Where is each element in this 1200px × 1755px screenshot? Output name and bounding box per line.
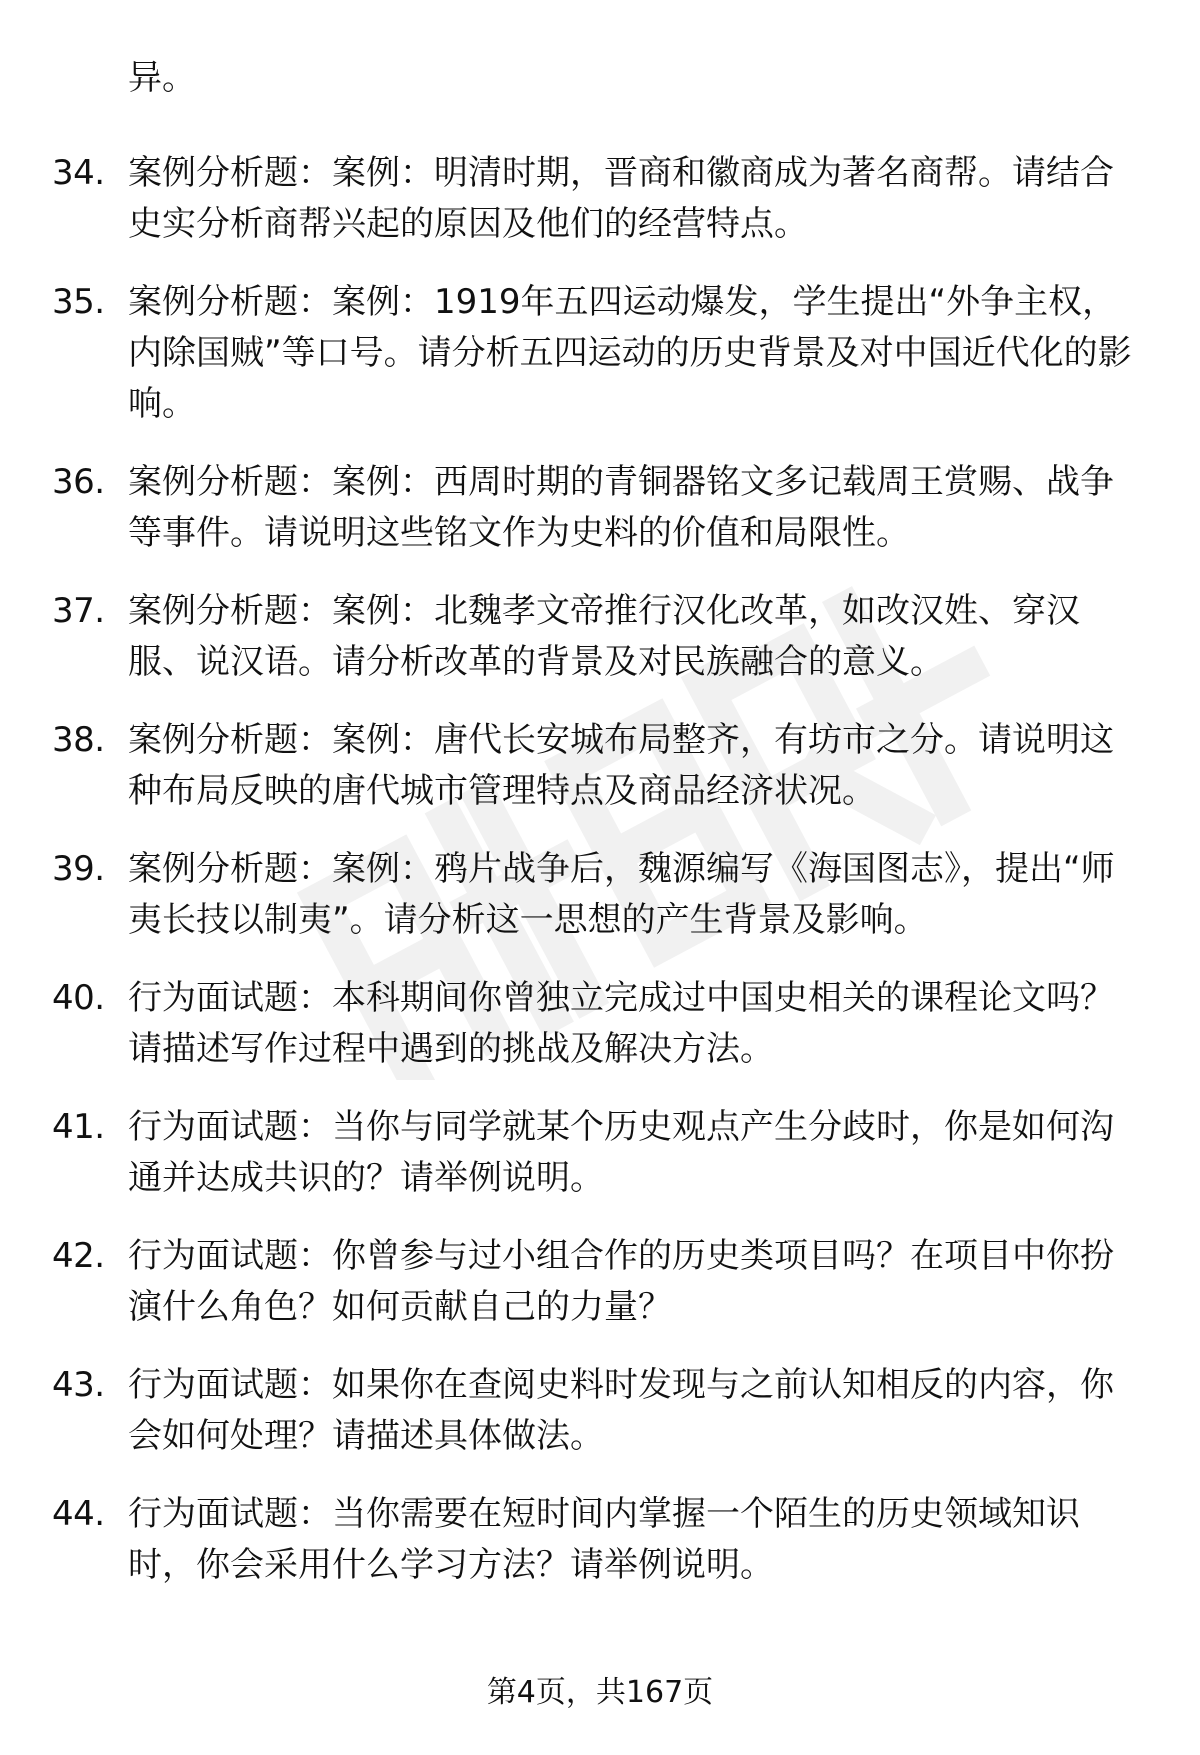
continuation-text: 异。 — [128, 58, 196, 98]
question-number: 37. — [52, 591, 105, 631]
question-item — [52, 844, 1142, 946]
question-number: 34. — [52, 153, 105, 193]
question-item — [52, 1360, 1142, 1462]
question-item — [52, 586, 1142, 688]
question-number: 40. — [52, 978, 105, 1018]
question-number: 36. — [52, 462, 105, 502]
question-text: 行为面试题：如果你在查阅史料时发现与之前认知相反的内容，你会如何处理？请描述具体做法。 — [128, 1365, 1114, 1456]
question-text: 案例分析题：案例：北魏孝文帝推行汉化改革，如改汉姓、穿汉服、说汉语。请分析改革的背景及对民族融合的意义。 — [128, 591, 1080, 682]
question-number: 44. — [52, 1494, 105, 1534]
question-text: 行为面试题：本科期间你曾独立完成过中国史相关的课程论文吗？请描述写作过程中遇到的挑战及解决方法。 — [128, 978, 1114, 1069]
question-text: 案例分析题：案例：唐代长安城布局整齐，有坊市之分。请说明这种布局反映的唐代城市管理特点及商品经济状况。 — [128, 720, 1114, 811]
question-number: 42. — [52, 1236, 105, 1276]
question-item — [52, 457, 1142, 559]
question-text: 行为面试题：你曾参与过小组合作的历史类项目吗？在项目中你扮演什么角色？如何贡献自己的力量？ — [128, 1236, 1114, 1327]
question-item — [52, 1102, 1142, 1204]
question-number: 41. — [52, 1107, 105, 1147]
question-number: 38. — [52, 720, 105, 760]
question-item — [52, 1489, 1142, 1591]
question-text: 案例分析题：案例：西周时期的青铜器铭文多记载周王赏赐、战争等事件。请说明这些铭文作为史料的价值和局限性。 — [128, 462, 1114, 553]
question-text: 行为面试题：当你需要在短时间内掌握一个陌生的历史领域知识时，你会采用什么学习方法？请举例说明。 — [128, 1494, 1080, 1585]
question-text: 行为面试题：当你与同学就某个历史观点产生分歧时，你是如何沟通并达成共识的？请举例说明。 — [128, 1107, 1114, 1198]
question-number: 35. — [52, 282, 105, 322]
question-text: 案例分析题：案例：鸦片战争后，魏源编写《海国图志》，提出“师夷长技以制夷”。请分析这一思想的产生背景及影响。 — [128, 849, 1115, 940]
question-item — [52, 148, 1142, 250]
question-number: 39. — [52, 849, 105, 889]
question-item — [52, 277, 1142, 430]
page-footer: 第4页，共167页 — [486, 1675, 714, 1710]
question-list — [52, 148, 1142, 1618]
question-item — [52, 1231, 1142, 1333]
question-text: 案例分析题：案例：明清时期，晋商和徽商成为著名商帮。请结合史实分析商帮兴起的原因及他们的经营特点。 — [128, 153, 1114, 244]
question-item — [52, 973, 1142, 1075]
question-text: 案例分析题：案例：1919年五四运动爆发，学生提出“外争主权，内除国贼”等口号。请分析五四运动的历史背景及对中国近代化的影响。 — [128, 282, 1132, 424]
question-item — [52, 715, 1142, 817]
question-number: 43. — [52, 1365, 105, 1405]
